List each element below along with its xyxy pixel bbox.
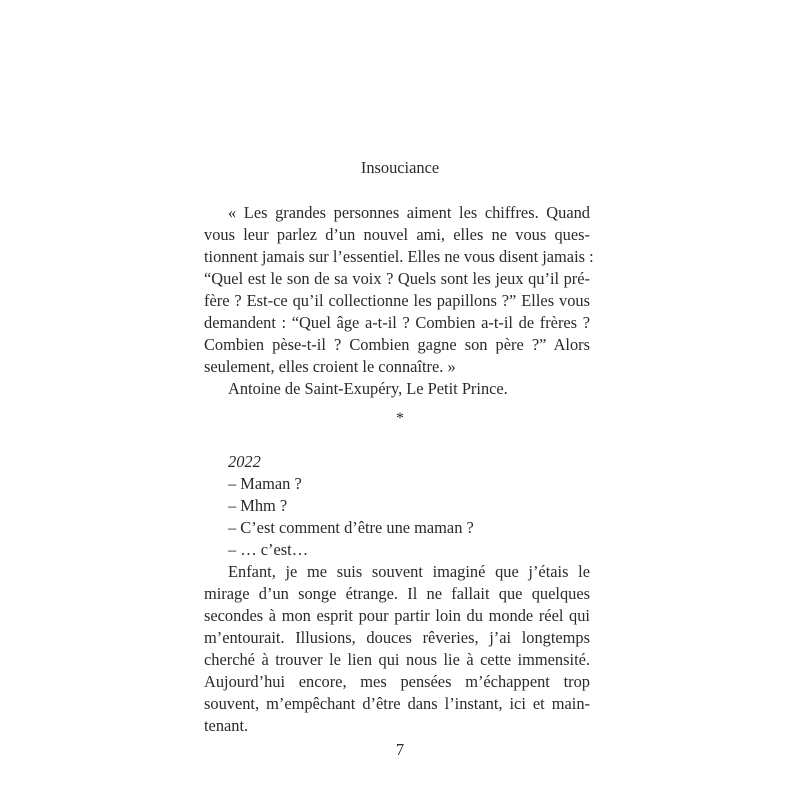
- epigraph-line: “Quel est le son de sa voix ? Quels sont les jeux qu’il pré-: [204, 269, 590, 288]
- dialogue-line: – Mhm ?: [228, 496, 288, 515]
- epigraph-line: demandent : “Quel âge a-t-il ? Combien a-t-il de frères ?: [204, 313, 590, 332]
- epigraph-attribution: Antoine de Saint-Exupéry, Le Petit Prince.: [228, 379, 508, 398]
- paragraph-line: cherché à trouver le lien qui nous lie à cette immensité.: [204, 650, 590, 669]
- paragraph-line: Aujourd’hui encore, mes pensées m’échappent trop: [204, 672, 590, 691]
- paragraph-line: souvent, m’empêchant d’être dans l’instant, ici et main-: [204, 694, 590, 713]
- paragraph-line: mirage d’un songe étrange. Il ne fallait que quelques: [204, 584, 590, 603]
- chapter-title: Insouciance: [360, 158, 440, 177]
- epigraph-line: vous leur parlez d’un nouvel ami, elles ne vous ques-: [204, 225, 590, 244]
- dialogue-line: – … c’est…: [228, 540, 309, 559]
- paragraph-line: tenant.: [204, 716, 249, 735]
- epigraph-line: tionnent jamais sur l’essentiel. Elles ne vous disent jamais :: [204, 247, 594, 266]
- dialogue-line: – Maman ?: [228, 474, 302, 493]
- section-body: [204, 451, 590, 737]
- epigraph-line: « Les grandes personnes aiment les chiffres. Quand: [228, 203, 590, 222]
- paragraph-line: m’entourait. Illusions, douces rêveries, j’ai longtemps: [204, 628, 590, 647]
- page-number: 7: [395, 740, 405, 759]
- epigraph-line: fère ? Est-ce qu’il collectionne les papillons ?” Elles vous: [204, 291, 590, 310]
- section-year: 2022: [228, 452, 261, 471]
- epigraph-line: seulement, elles croient le connaître. »: [204, 357, 456, 376]
- epigraph-quote: [204, 202, 594, 400]
- dialogue-line: – C’est comment d’être une maman ?: [228, 518, 474, 537]
- paragraph-line: secondes à mon esprit pour partir loin du monde réel qui: [204, 606, 590, 625]
- section-separator: *: [396, 410, 404, 427]
- epigraph-line: Combien pèse-t-il ? Combien gagne son père ?” Alors: [204, 335, 590, 354]
- paragraph-line: Enfant, je me suis souvent imaginé que j’étais le: [228, 562, 590, 581]
